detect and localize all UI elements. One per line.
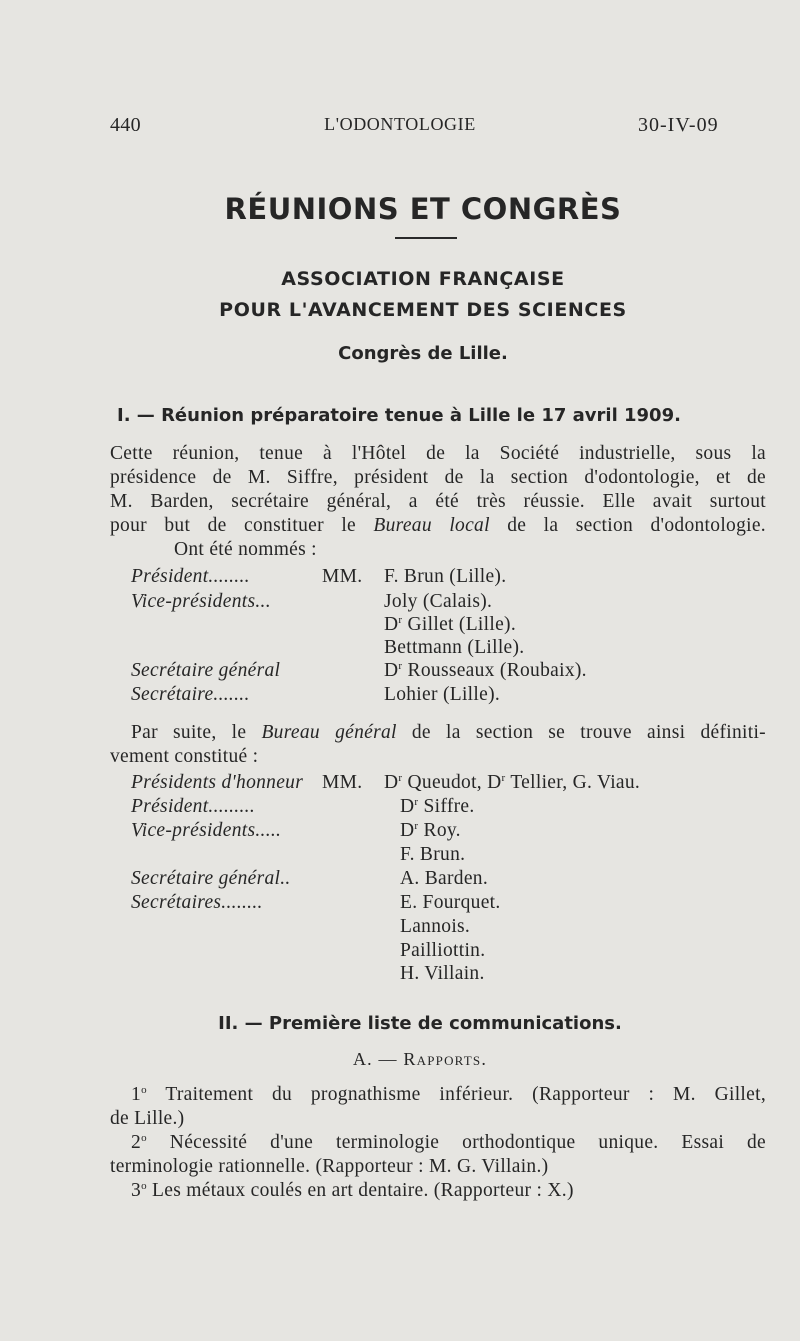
paragraph-line: Cette réunion, tenue à l'Hôtel de la Société industrielle, sous la [110, 443, 766, 464]
paragraph-line: M. Barden, secrétaire général, a été très réussie. Elle avait surtout [110, 491, 766, 512]
report-item-continued: terminologie rationnelle. (Rapporteur : M. G. Villain.) [110, 1156, 549, 1177]
paragraph-line: pour but de constituer le Bureau local de la section d'odontologie. [110, 515, 766, 536]
congress-heading: Congrès de Lille. [338, 343, 508, 364]
member-name: F. Brun. [400, 844, 466, 865]
member-name: Bettmann (Lille). [384, 637, 525, 658]
role-label: Secrétaire général.. [131, 868, 291, 889]
bureau-general-term: Bureau général [261, 722, 397, 743]
member-name: E. Fourquet. [400, 892, 501, 913]
mm-label: MM. [322, 566, 363, 587]
member-name: H. Villain. [400, 963, 485, 984]
member-name: $D^r$ Roy. [400, 820, 461, 841]
role-label: Secrétaires........ [131, 892, 263, 913]
report-item: 3$^o$ Les métaux coulés en art dentaire. (Rapporteur : X.) [131, 1180, 574, 1201]
section-2-subheading: A. — Rapports. [352, 1049, 488, 1069]
member-name: Lohier (Lille). [384, 684, 501, 705]
member-name: $D^r$ Gillet (Lille). [384, 614, 516, 635]
title-rule [395, 237, 457, 239]
report-item-continued: de Lille.) [110, 1108, 185, 1129]
association-line-2: POUR L'AVANCEMENT DES SCIENCES [219, 299, 627, 321]
section-1-heading: I. — Réunion préparatoire tenue à Lille le 17 avril 1909. [117, 405, 681, 426]
member-name: $D^r$ Queudot, $D^r$ Tellier, G. Viau. [384, 772, 641, 793]
association-line-1: ASSOCIATION FRANÇAISE [281, 268, 565, 290]
page-title: RÉUNIONS ET CONGRÈS [224, 192, 622, 226]
report-item: 2$^o$ Nécessité d'une terminologie orthodontique unique. Essai de [131, 1132, 766, 1153]
paragraph-line: Par suite, le Bureau général de la section se trouve ainsi définiti- [131, 722, 766, 743]
bureau-local-term: Bureau local [373, 515, 490, 536]
role-label: Vice-présidents... [131, 591, 271, 612]
member-name: Joly (Calais). [384, 591, 493, 612]
role-label: Vice-présidents..... [131, 820, 282, 841]
role-label: Secrétaire....... [131, 684, 250, 705]
issue-date: 30-IV-09 [638, 114, 719, 136]
named-intro: Ont été nommés : [174, 539, 317, 560]
member-name: Pailliottin. [400, 940, 486, 961]
member-name: $D^r$ Rousseaux (Roubaix). [384, 660, 587, 681]
member-name: F. Brun (Lille). [384, 566, 507, 587]
role-label: Président......... [131, 796, 256, 817]
member-name: $D^r$ Siffre. [400, 796, 475, 817]
paragraph-line: présidence de M. Siffre, président de la section d'odontologie, et de [110, 467, 766, 488]
paragraph-line: vement constitué : [110, 746, 259, 767]
mm-label: MM. [322, 772, 363, 793]
role-label: Présidents d'honneur [131, 772, 304, 793]
page-number: 440 [110, 114, 141, 136]
section-2-heading: II. — Première liste de communications. [218, 1013, 622, 1034]
role-label: Président........ [131, 566, 250, 587]
member-name: Lannois. [400, 916, 471, 937]
member-name: A. Barden. [400, 868, 489, 889]
role-label: Secrétaire général [131, 660, 281, 681]
running-title: L'ODONTOLOGIE [324, 114, 476, 134]
report-item: 1$^o$ Traitement du prognathisme inférieur. (Rapporteur : M. Gillet, [131, 1084, 766, 1105]
